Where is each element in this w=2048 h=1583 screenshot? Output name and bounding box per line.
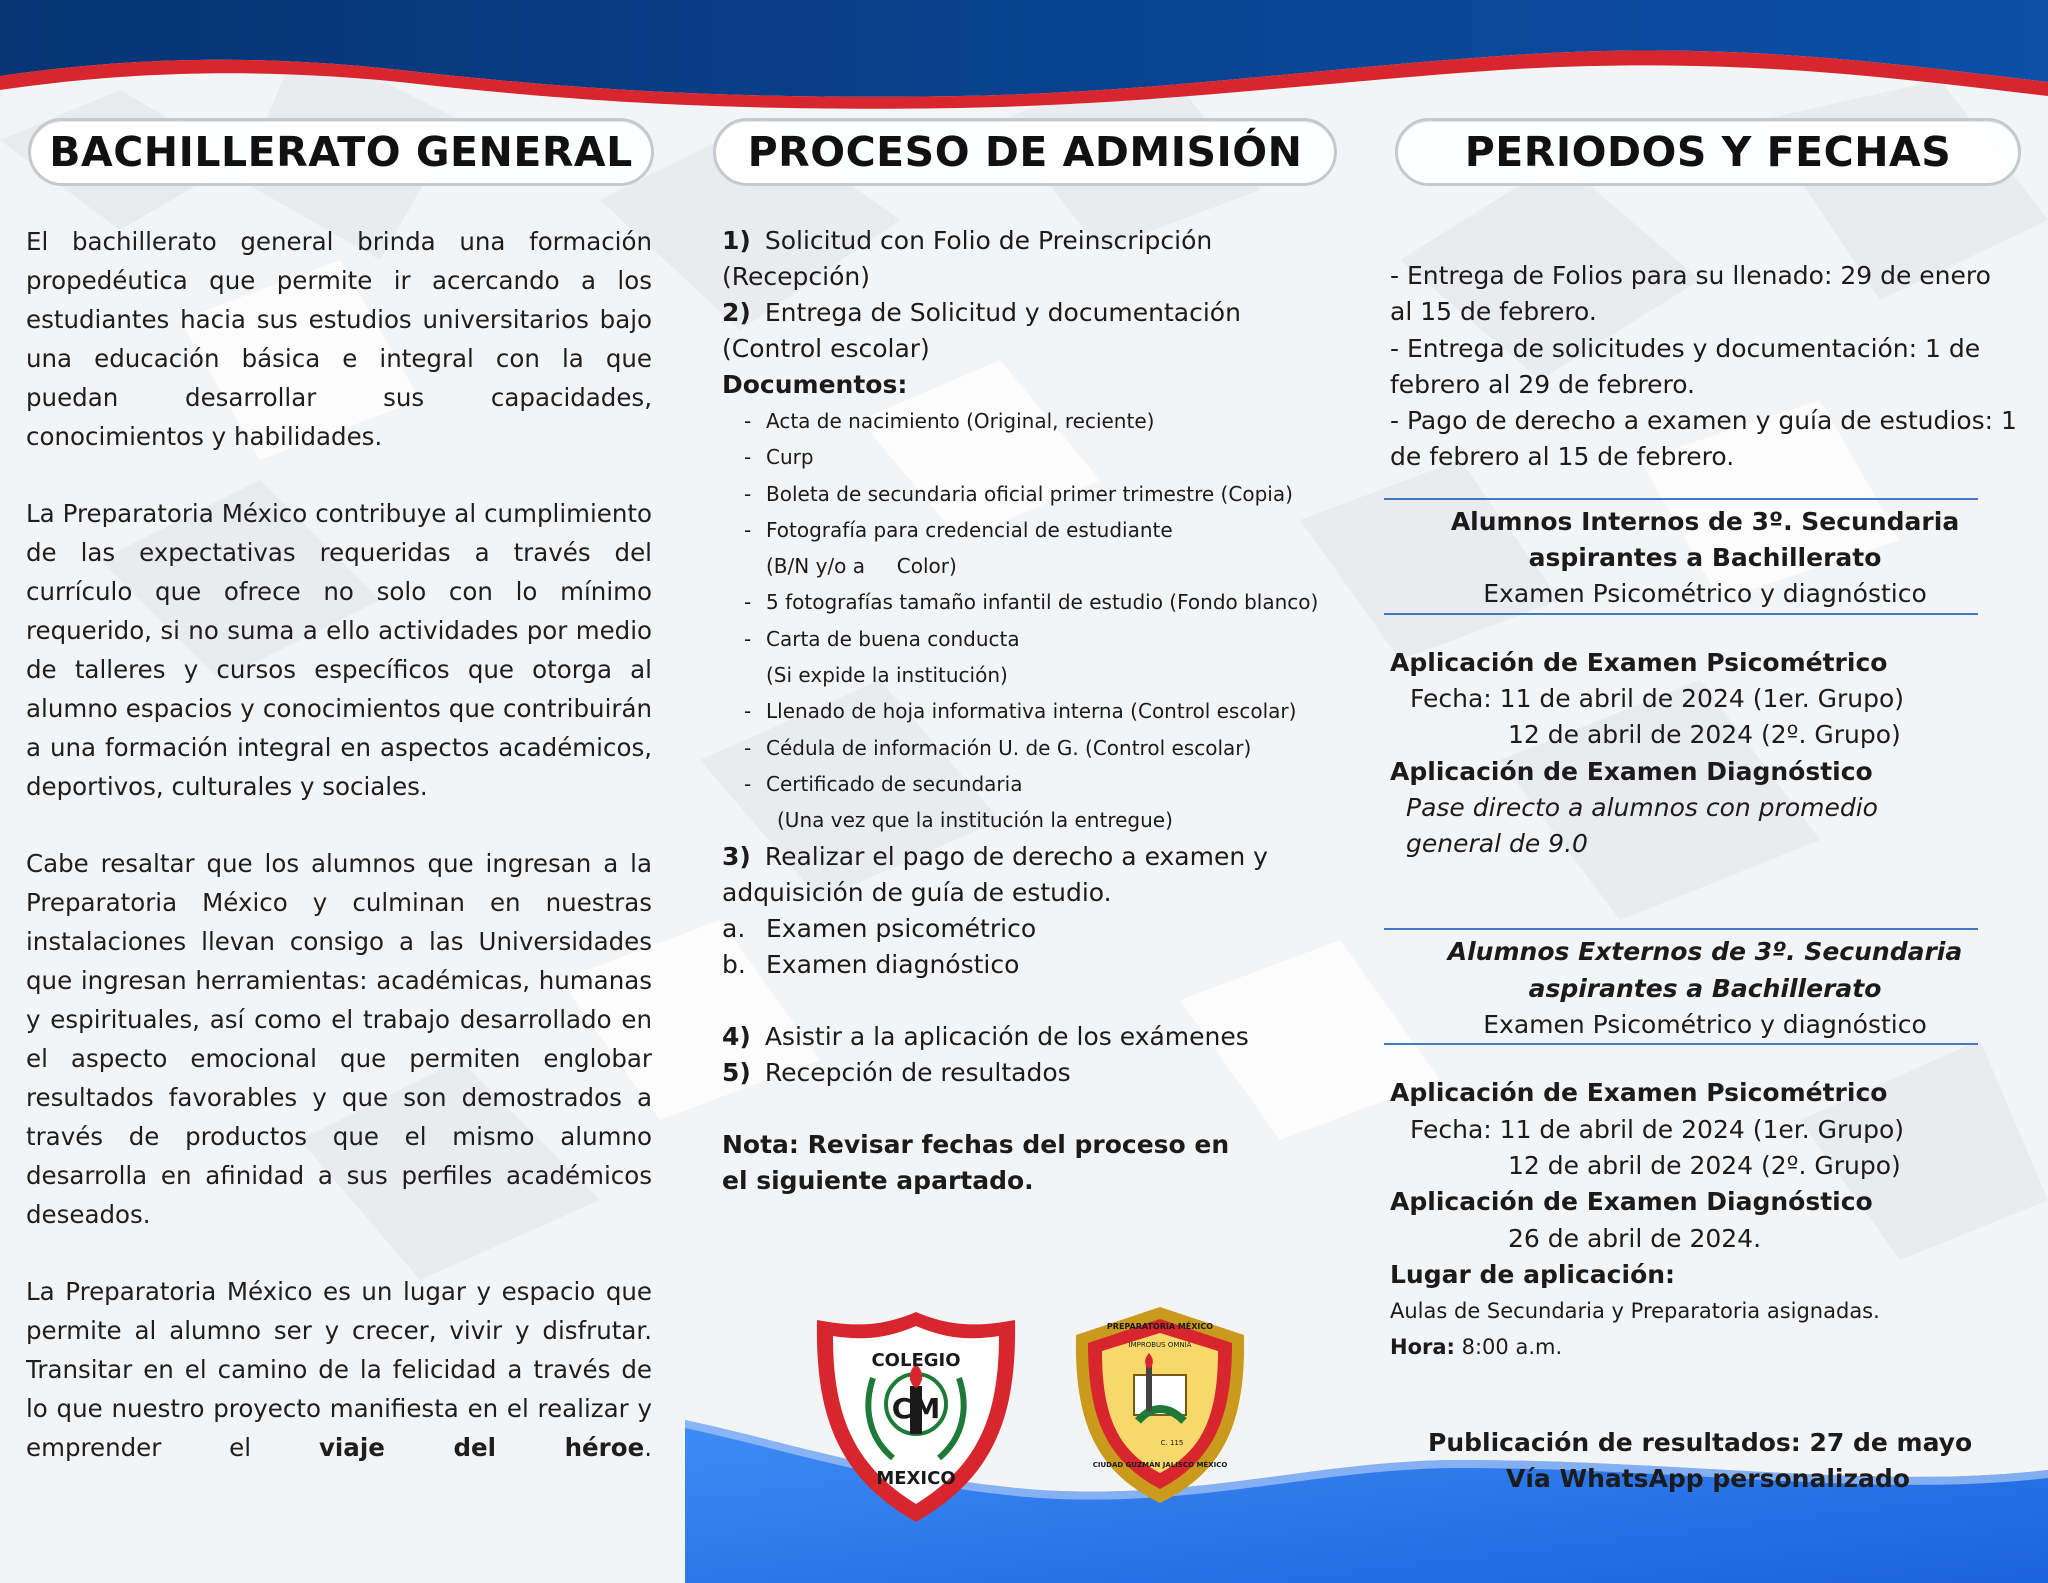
doc-item: [722, 439, 1347, 475]
dash: -: [744, 699, 752, 724]
doc-text: Boleta de secundaria oficial primer trimestre (Copia): [766, 481, 1293, 506]
externos-psicometrico: Aplicación de Examen Psicométrico: [1390, 1078, 1888, 1108]
documents-title: Documentos:: [722, 370, 908, 399]
step-text: Solicitud con Folio de Preinscripción (Recepción): [722, 226, 1213, 291]
externos-fecha-1: Fecha: 11 de abril de 2024 (1er. Grupo): [1410, 1114, 1905, 1144]
internos-promedio: general de 9.0: [1406, 829, 1588, 859]
step-number: 1): [722, 226, 751, 255]
externos-subtitle: Examen Psicométrico y diagnóstico: [1483, 1010, 1927, 1040]
doc-text: Carta de buena conducta: [766, 626, 1020, 651]
preparatoria-mexico-shield-logo: [1072, 1305, 1248, 1505]
step-number: 4): [722, 1021, 751, 1051]
logo1-mid-text: CM: [891, 1392, 941, 1425]
doc-item: [722, 476, 1347, 512]
internos-title: Alumnos Internos de 3º. Secundaria: [1450, 506, 1960, 536]
exam-a: [722, 911, 1347, 947]
step-number: 2): [722, 298, 751, 327]
lugar-title: Lugar de aplicación:: [1390, 1259, 1676, 1289]
exam-text: Examen psicométrico: [766, 913, 1037, 943]
paragraph-contribution: La Preparatoria México contribuye al cumplimiento de las expectativas requeridas a través del currículo que ofrece no solo con lo mínimo requerido, si no suma a ello actividades por medio de talleres y cursos específicos que otorga al alumno espacios y conocimientos que contribuirán a una formación integral en aspectos académicos, deportivos, culturales y sociales.: [26, 499, 652, 801]
externos-title-2: aspirantes a Bachillerato: [1528, 973, 1882, 1003]
header-bachillerato-general: BACHILLERATO GENERAL: [28, 118, 654, 186]
doc-item: [722, 766, 1347, 802]
doc-subitem: (Una vez que la institución la entregue): [777, 808, 1173, 833]
header-proceso-admision: PROCESO DE ADMISIÓN: [713, 118, 1337, 186]
dash: -: [744, 590, 752, 615]
logo2-inner-text: IMPROBUS OMNIA: [1128, 1341, 1192, 1349]
periodo-pago: - Pago de derecho a examen y guía de estudios: 1 de febrero al 15 de febrero.: [1390, 406, 2017, 472]
logo2-top-text: PREPARATORIA MÉXICO: [1106, 1322, 1214, 1331]
step-5: [722, 1055, 1347, 1091]
paragraph-graduates: Cabe resaltar que los alumnos que ingresan a la Preparatoria México y culminan en nuestras instalaciones llevan consigo a las Universidades que ingresan herramientas: académicas, humanas y espirituales, así como el trabajo desarrollado en el aspecto emocional que permiten englobar resultados favorables y que son demostrados a través de productos que el mismo alumno desarrolla en afinidad a sus perfiles académicos deseados.: [26, 849, 652, 1229]
step-2: [722, 295, 1347, 367]
step-text: Asistir a la aplicación de los exámenes: [764, 1021, 1249, 1051]
internos-psicometrico: Aplicación de Examen Psicométrico: [1390, 647, 1888, 677]
doc-text: Fotografía para credencial de estudiante: [766, 517, 1173, 542]
doc-item: [722, 730, 1347, 766]
viaje-del-heroe: viaje del héroe: [318, 1433, 645, 1462]
internos-diagnostico: Aplicación de Examen Diagnóstico: [1390, 756, 1873, 786]
step-4: [722, 1019, 1347, 1055]
header-periodos-fechas: PERIODOS Y FECHAS: [1395, 118, 2021, 186]
dash: -: [744, 481, 752, 506]
step-number: 5): [722, 1057, 751, 1087]
logo1-top-text: COLEGIO: [871, 1350, 961, 1371]
internos-fecha-2: 12 de abril de 2024 (2º. Grupo): [1508, 720, 1901, 750]
step-text: Realizar el pago de derecho a examen y adquisición de guía de estudio.: [722, 841, 1268, 907]
hora-line: [1390, 1329, 2020, 1365]
colegio-mexico-logo: [813, 1308, 1019, 1526]
doc-text: Certificado de secundaria: [766, 771, 1023, 796]
dash: -: [744, 445, 752, 470]
dash: -: [744, 735, 752, 760]
doc-item: [722, 584, 1347, 620]
logo2-code-text: C. 115: [1160, 1439, 1184, 1447]
hora-label: Hora:: [1390, 1335, 1455, 1360]
hora-value: 8:00 a.m.: [1454, 1335, 1563, 1360]
internos-title-2: aspirantes a Bachillerato: [1528, 543, 1882, 573]
publicacion-resultados: Publicación de resultados: 27 de mayo: [1428, 1428, 1973, 1458]
divider: [1384, 928, 1978, 930]
doc-subitem: (B/N y/o a Color): [766, 554, 957, 579]
paragraph-place-end: .: [644, 1433, 652, 1462]
lugar-text: Aulas de Secundaria y Preparatoria asignadas.: [1390, 1299, 1880, 1324]
doc-text: Llenado de hoja informativa interna (Control escolar): [766, 699, 1297, 724]
doc-item: [722, 403, 1347, 439]
step-number: 3): [722, 841, 751, 871]
step-text: Recepción de resultados: [764, 1057, 1071, 1087]
doc-text: Cédula de información U. de G. (Control escolar): [766, 735, 1252, 760]
dash: -: [744, 409, 752, 433]
step-1: [722, 223, 1347, 295]
step-text: Entrega de Solicitud y documentación (Control escolar): [722, 298, 1241, 363]
note: Nota: Revisar fechas del proceso en el siguiente apartado.: [722, 1129, 1230, 1195]
dash: -: [744, 517, 752, 542]
internos-subtitle: Examen Psicométrico y diagnóstico: [1483, 579, 1927, 609]
periodo-folios: - Entrega de Folios para su llenado: 29 de enero al 15 de febrero.: [1390, 261, 1991, 327]
periodo-solicitudes: - Entrega de solicitudes y documentación: 1 de febrero al 29 de febrero.: [1390, 333, 1981, 399]
doc-item: [722, 693, 1347, 729]
externos-diagnostico: Aplicación de Examen Diagnóstico: [1390, 1187, 1873, 1217]
step-3: [722, 839, 1347, 911]
doc-item: [722, 621, 1347, 657]
doc-text: Acta de nacimiento (Original, reciente): [766, 409, 1155, 433]
externos-fecha-2: 12 de abril de 2024 (2º. Grupo): [1508, 1150, 1901, 1180]
via-whatsapp: Vía WhatsApp personalizado: [1506, 1464, 1910, 1494]
doc-text: 5 fotografías tamaño infantil de estudio (Fondo blanco): [766, 590, 1319, 615]
paragraph-intro: El bachillerato general brinda una formación propedéutica que permite ir acercando a los estudiantes hacia sus estudios universitarios bajo una educación básica e integral con la que puedan desarrollar sus capacidades, conocimientos y habilidades.: [26, 227, 652, 451]
exam-text: Examen diagnóstico: [766, 949, 1020, 979]
dash: -: [744, 626, 752, 651]
alpha-letter: b.: [722, 949, 746, 979]
externos-diagnostico-fecha: 26 de abril de 2024.: [1508, 1223, 1762, 1253]
paragraph-place-text: La Preparatoria México es un lugar y espacio que permite al alumno ser y crecer, vivir y disfrutar. Transitar en el camino de la felicidad a través de lo que nuestro proyecto manifiesta en el realizar y emprender el: [26, 1277, 652, 1462]
internos-pase-directo: Pase directo a alumnos con promedio: [1406, 792, 1878, 822]
logo2-bottom-text: CIUDAD GUZMÁN JALISCO MÉXICO: [1092, 1461, 1228, 1469]
dash: -: [744, 771, 752, 796]
externos-title: Alumnos Externos de 3º. Secundaria: [1447, 937, 1963, 967]
column-fechas: [1390, 258, 2020, 1498]
paragraph-place: [26, 1272, 652, 1467]
alpha-letter: a.: [722, 913, 746, 943]
logo1-bottom-text: MEXICO: [876, 1468, 956, 1489]
divider: [1384, 498, 1978, 500]
internos-fecha-1: Fecha: 11 de abril de 2024 (1er. Grupo): [1410, 683, 1905, 713]
exam-b: [722, 947, 1347, 983]
column-admision: [722, 223, 1347, 1199]
doc-item: [722, 512, 1347, 548]
doc-text: Curp: [766, 445, 814, 470]
doc-subitem: (Si expide la institución): [766, 663, 1008, 688]
column-bachillerato: [26, 222, 652, 1467]
